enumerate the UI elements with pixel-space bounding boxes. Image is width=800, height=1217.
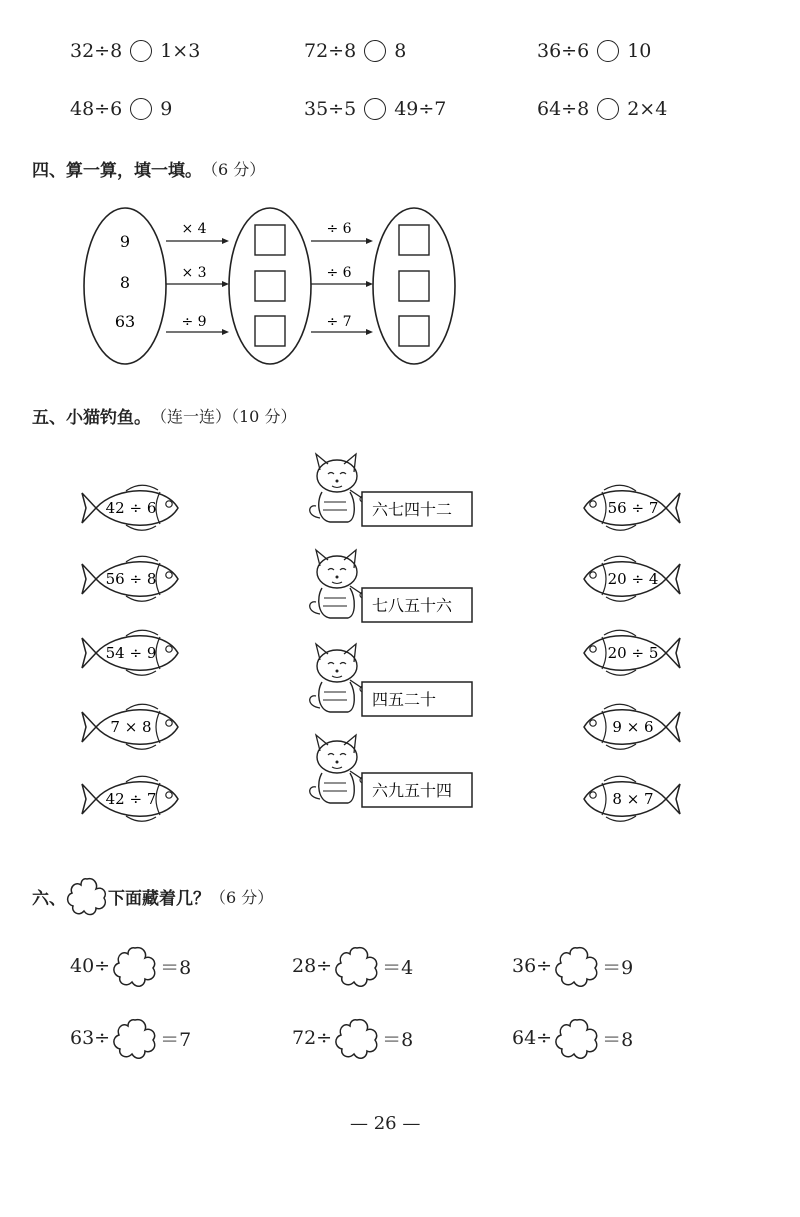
fishing-match-area (0, 440, 800, 840)
answer-box[interactable] (399, 271, 429, 301)
compare-left: 36÷6 (537, 40, 590, 62)
section4-heading (32, 156, 265, 181)
answer-box[interactable] (399, 316, 429, 346)
op1-3: ÷ 9 (181, 314, 207, 330)
section5-title: 五、小猫钓鱼。 (32, 408, 151, 428)
equation-left: 64÷ (512, 1027, 553, 1049)
compare-circle[interactable] (597, 40, 619, 62)
compare-left: 64÷8 (537, 98, 590, 120)
compare-left: 48÷6 (70, 98, 123, 120)
compare-item (70, 98, 172, 120)
compare-right: 2×4 (627, 98, 668, 120)
left-fish-label: 42 ÷ 7 (105, 790, 157, 808)
section5-points: （连一连）（10 分） (151, 407, 297, 426)
compare-right: 49÷7 (394, 98, 447, 120)
compare-right: 10 (627, 40, 652, 62)
flower-icon[interactable] (334, 1016, 380, 1060)
cat-sign-label: 四五二十 (372, 690, 437, 709)
cat-icon (310, 550, 366, 618)
compare-circle[interactable] (364, 40, 386, 62)
flower-equation (512, 944, 633, 988)
flower-icon (66, 876, 108, 916)
compare-left: 35÷5 (304, 98, 357, 120)
cat-sign-label: 六七四十二 (372, 500, 453, 519)
left-fish-label: 56 ÷ 8 (105, 570, 157, 588)
equation-right: ＝4 (382, 956, 414, 979)
flower-equation (292, 944, 413, 988)
right-fish-label: 20 ÷ 4 (607, 570, 659, 588)
section6-points: （6 分） (210, 887, 274, 907)
compare-left: 32÷8 (70, 40, 123, 62)
cat-icon (310, 644, 366, 712)
compare-circle[interactable] (130, 98, 152, 120)
equation-right: ＝7 (160, 1028, 192, 1051)
compare-circle[interactable] (597, 98, 619, 120)
flower-icon[interactable] (112, 1016, 158, 1060)
equation-left: 36÷ (512, 955, 553, 977)
compare-item (537, 40, 651, 62)
compare-circle[interactable] (364, 98, 386, 120)
right-fish-label: 9 × 6 (612, 718, 654, 736)
compare-item (304, 98, 446, 120)
equation-left: 28÷ (292, 955, 333, 977)
flower-icon[interactable] (112, 944, 158, 988)
input-2: 8 (119, 273, 131, 292)
flower-equation (512, 1016, 633, 1060)
calc-diagram (80, 205, 490, 370)
left-fish-label: 7 × 8 (110, 718, 152, 736)
compare-item (537, 98, 667, 120)
flower-icon[interactable] (554, 944, 600, 988)
right-fish-label: 20 ÷ 5 (607, 644, 659, 662)
section6-title-prefix: 六、 (32, 888, 66, 909)
flower-icon[interactable] (554, 1016, 600, 1060)
equation-left: 72÷ (292, 1027, 333, 1049)
right-fish-label: 8 × 7 (612, 790, 654, 808)
compare-circle[interactable] (130, 40, 152, 62)
equation-right: ＝8 (160, 956, 192, 979)
section4-points: （6 分） (202, 160, 266, 179)
compare-item (70, 40, 200, 62)
section4-title: 四、算一算，填一填。 (32, 161, 202, 181)
answer-box[interactable] (255, 271, 285, 301)
middle-oval (229, 208, 311, 364)
right-fish-label: 56 ÷ 7 (607, 499, 659, 517)
section6-heading (32, 876, 273, 916)
answer-box[interactable] (255, 316, 285, 346)
input-3: 63 (114, 312, 136, 331)
input-1: 9 (119, 232, 131, 251)
section6-title-suffix: 下面藏着几？ (108, 888, 210, 909)
left-fish-label: 54 ÷ 9 (105, 644, 157, 662)
cat-sign-label: 七八五十六 (372, 596, 453, 615)
compare-item (304, 40, 406, 62)
answer-box[interactable] (255, 225, 285, 255)
compare-right: 8 (394, 40, 407, 62)
equation-right: ＝8 (602, 1028, 634, 1051)
cat-icon (310, 454, 366, 522)
cat-sign-label: 六九五十四 (372, 781, 453, 800)
flower-equation (70, 1016, 191, 1060)
equation-right: ＝8 (382, 1028, 414, 1051)
flower-equation (70, 944, 191, 988)
compare-right: 1×3 (160, 40, 201, 62)
output-oval (373, 208, 455, 364)
equation-right: ＝9 (602, 956, 634, 979)
op1-1: × 4 (181, 221, 207, 237)
flower-equation (292, 1016, 413, 1060)
compare-right: 9 (160, 98, 173, 120)
compare-left: 72÷8 (304, 40, 357, 62)
answer-box[interactable] (399, 225, 429, 255)
op2-1: ÷ 6 (326, 221, 352, 237)
section5-heading (32, 403, 296, 428)
op2-2: ÷ 6 (326, 265, 352, 281)
left-fish-label: 42 ÷ 6 (105, 499, 157, 517)
flower-icon[interactable] (334, 944, 380, 988)
op2-3: ÷ 7 (326, 314, 352, 330)
page-number: — 26 — (350, 1113, 421, 1134)
cat-icon (310, 735, 366, 803)
equation-left: 40÷ (70, 955, 111, 977)
op1-2: × 3 (181, 265, 207, 281)
equation-left: 63÷ (70, 1027, 111, 1049)
